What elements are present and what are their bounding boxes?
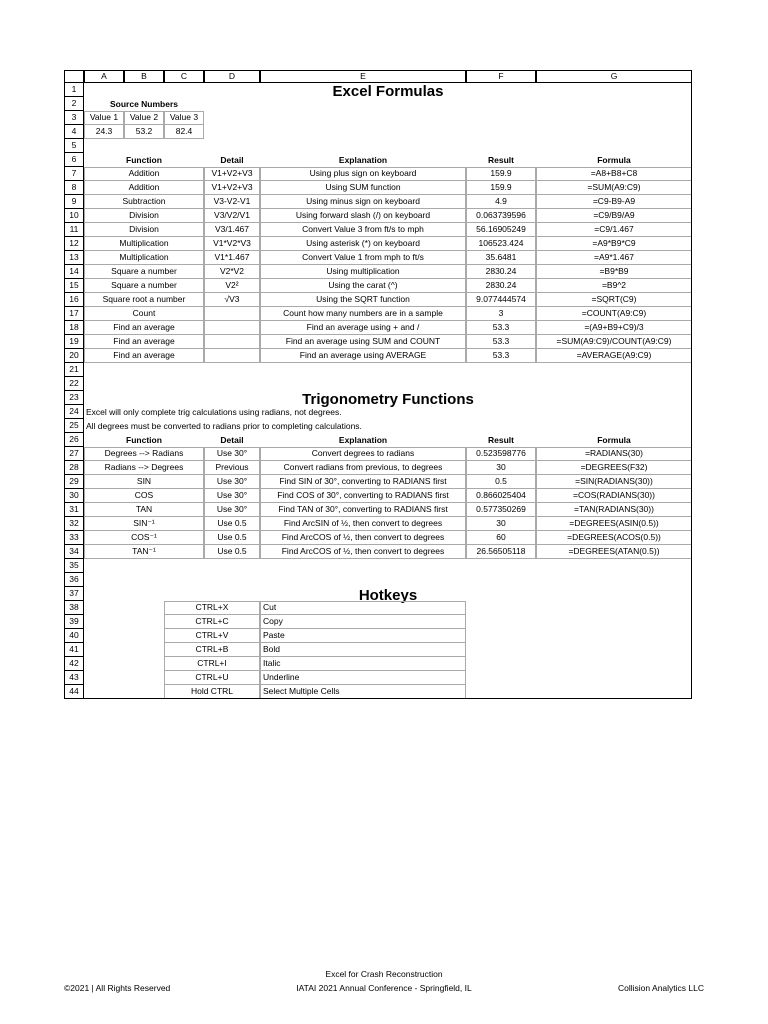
source-header-1[interactable]: Value 1	[84, 111, 124, 125]
formulas-row-6-result[interactable]: 106523.424	[466, 237, 536, 251]
row-header-37[interactable]: 37	[64, 587, 84, 601]
formulas-row-12-result[interactable]: 53.3	[466, 321, 536, 335]
formulas-row-8-function[interactable]: Square a number	[84, 265, 204, 279]
formulas-row-11-function[interactable]: Count	[84, 307, 204, 321]
formulas-row-14-formula[interactable]: =AVERAGE(A9:C9)	[536, 349, 692, 363]
trig-row-5-formula[interactable]: =TAN(RADIANS(30))	[536, 503, 692, 517]
formulas-row-9-explanation[interactable]: Using the carat (^)	[260, 279, 466, 293]
trig-row-2-detail[interactable]: Previous	[204, 461, 260, 475]
formulas-row-13-detail[interactable]	[204, 335, 260, 349]
formulas-row-6-function[interactable]: Multiplication	[84, 237, 204, 251]
row-header-21[interactable]: 21	[64, 363, 84, 377]
row-header-32[interactable]: 32	[64, 517, 84, 531]
row-header-26[interactable]: 26	[64, 433, 84, 447]
formulas-row-13-result[interactable]: 53.3	[466, 335, 536, 349]
column-header-a[interactable]: A	[84, 70, 124, 83]
trig-row-4-detail[interactable]: Use 30°	[204, 489, 260, 503]
row-header-41[interactable]: 41	[64, 643, 84, 657]
trig-row-7-result[interactable]: 60	[466, 531, 536, 545]
footer-conference: IATAI 2021 Annual Conference - Springfield, IL	[296, 983, 472, 993]
trig-row-7-detail[interactable]: Use 0.5	[204, 531, 260, 545]
formulas-header-function[interactable]: Function	[126, 154, 162, 165]
source-header-2[interactable]: Value 2	[124, 111, 164, 125]
formulas-row-11-formula[interactable]: =COUNT(A9:C9)	[536, 307, 692, 321]
formulas-row-4-detail[interactable]: V3/V2/V1	[204, 209, 260, 223]
trig-row-2-result[interactable]: 30	[466, 461, 536, 475]
formulas-row-2-formula[interactable]: =SUM(A9:C9)	[536, 181, 692, 195]
row-header-17[interactable]: 17	[64, 307, 84, 321]
row-header-31[interactable]: 31	[64, 503, 84, 517]
formulas-row-1-detail[interactable]: V1+V2+V3	[204, 167, 260, 181]
select-all-corner[interactable]	[64, 70, 84, 83]
hotkey-2-action[interactable]: Copy	[260, 615, 466, 629]
formulas-row-6-detail[interactable]: V1*V2*V3	[204, 237, 260, 251]
row-header-4[interactable]: 4	[64, 125, 84, 139]
formulas-row-6-explanation[interactable]: Using asterisk (*) on keyboard	[260, 237, 466, 251]
formulas-row-12-explanation[interactable]: Find an average using + and /	[260, 321, 466, 335]
column-header-d[interactable]: D	[204, 70, 260, 83]
formulas-header-explanation[interactable]: Explanation	[338, 154, 388, 165]
trig-note-radians[interactable]: Excel will only complete trig calculations using radians, not degrees.	[86, 406, 342, 417]
source-value-2[interactable]: 53.2	[124, 125, 164, 139]
hotkey-2-shortcut[interactable]: CTRL+C	[164, 615, 260, 629]
formulas-row-1-formula[interactable]: =A8+B8+C8	[536, 167, 692, 181]
row-header-40[interactable]: 40	[64, 629, 84, 643]
trig-row-4-result[interactable]: 0.866025404	[466, 489, 536, 503]
formulas-row-11-explanation[interactable]: Count how many numbers are in a sample	[260, 307, 466, 321]
row-header-35[interactable]: 35	[64, 559, 84, 573]
formulas-row-7-function[interactable]: Multiplication	[84, 251, 204, 265]
hotkey-3-shortcut[interactable]: CTRL+V	[164, 629, 260, 643]
trig-row-7-explanation[interactable]: Find ArcCOS of ½, then convert to degrees	[260, 531, 466, 545]
formulas-row-8-detail[interactable]: V2*V2	[204, 265, 260, 279]
formulas-row-3-result[interactable]: 4.9	[466, 195, 536, 209]
trig-title[interactable]: Trigonometry Functions	[302, 391, 474, 407]
formulas-row-7-detail[interactable]: V1*1.467	[204, 251, 260, 265]
formulas-row-10-function[interactable]: Square root a number	[84, 293, 204, 307]
hotkey-3-action[interactable]: Paste	[260, 629, 466, 643]
formulas-row-2-function[interactable]: Addition	[84, 181, 204, 195]
row-header-43[interactable]: 43	[64, 671, 84, 685]
column-header-g[interactable]: G	[536, 70, 692, 83]
row-header-34[interactable]: 34	[64, 545, 84, 559]
trig-row-5-detail[interactable]: Use 30°	[204, 503, 260, 517]
formulas-row-8-explanation[interactable]: Using multiplication	[260, 265, 466, 279]
row-header-29[interactable]: 29	[64, 475, 84, 489]
row-header-39[interactable]: 39	[64, 615, 84, 629]
formulas-row-1-explanation[interactable]: Using plus sign on keyboard	[260, 167, 466, 181]
source-header-3[interactable]: Value 3	[164, 111, 204, 125]
formulas-row-3-formula[interactable]: =C9-B9-A9	[536, 195, 692, 209]
row-header-22[interactable]: 22	[64, 377, 84, 391]
trig-row-2-function[interactable]: Radians --> Degrees	[84, 461, 204, 475]
trig-row-8-function[interactable]: TAN⁻¹	[84, 545, 204, 559]
trig-row-3-result[interactable]: 0.5	[466, 475, 536, 489]
trig-row-2-formula[interactable]: =DEGREES(F32)	[536, 461, 692, 475]
hotkey-6-action[interactable]: Underline	[260, 671, 466, 685]
row-header-5[interactable]: 5	[64, 139, 84, 153]
formulas-row-8-result[interactable]: 2830.24	[466, 265, 536, 279]
hotkey-5-shortcut[interactable]: CTRL+I	[164, 657, 260, 671]
row-header-20[interactable]: 20	[64, 349, 84, 363]
formulas-row-14-function[interactable]: Find an average	[84, 349, 204, 363]
formulas-row-10-detail[interactable]: √V3	[204, 293, 260, 307]
formulas-row-3-function[interactable]: Subtraction	[84, 195, 204, 209]
formulas-row-12-formula[interactable]: =(A9+B9+C9)/3	[536, 321, 692, 335]
formulas-row-13-explanation[interactable]: Find an average using SUM and COUNT	[260, 335, 466, 349]
column-header-e[interactable]: E	[260, 70, 466, 83]
trig-row-7-formula[interactable]: =DEGREES(ACOS(0.5))	[536, 531, 692, 545]
source-numbers-label[interactable]: Source Numbers	[109, 98, 179, 109]
trig-row-6-function[interactable]: SIN⁻¹	[84, 517, 204, 531]
trig-note-convert[interactable]: All degrees must be converted to radians prior to completing calculations.	[86, 420, 362, 431]
formulas-row-1-function[interactable]: Addition	[84, 167, 204, 181]
formulas-row-5-result[interactable]: 56.16905249	[466, 223, 536, 237]
hotkey-5-action[interactable]: Italic	[260, 657, 466, 671]
formulas-row-10-result[interactable]: 9.077444574	[466, 293, 536, 307]
formulas-row-5-explanation[interactable]: Convert Value 3 from ft/s to mph	[260, 223, 466, 237]
formulas-header-detail[interactable]: Detail	[220, 154, 244, 165]
formulas-header-result[interactable]: Result	[488, 154, 514, 165]
formulas-row-11-result[interactable]: 3	[466, 307, 536, 321]
row-header-42[interactable]: 42	[64, 657, 84, 671]
formulas-row-14-explanation[interactable]: Find an average using AVERAGE	[260, 349, 466, 363]
trig-row-3-formula[interactable]: =SIN(RADIANS(30))	[536, 475, 692, 489]
trig-row-5-function[interactable]: TAN	[84, 503, 204, 517]
trig-header-result[interactable]: Result	[488, 434, 514, 445]
row-header-14[interactable]: 14	[64, 265, 84, 279]
hotkey-1-action[interactable]: Cut	[260, 601, 466, 615]
trig-row-1-function[interactable]: Degrees --> Radians	[84, 447, 204, 461]
trig-row-6-formula[interactable]: =DEGREES(ASIN(0.5))	[536, 517, 692, 531]
formulas-row-5-function[interactable]: Division	[84, 223, 204, 237]
trig-row-3-detail[interactable]: Use 30°	[204, 475, 260, 489]
trig-row-3-explanation[interactable]: Find SIN of 30°, converting to RADIANS first	[260, 475, 466, 489]
formulas-row-6-formula[interactable]: =A9*B9*C9	[536, 237, 692, 251]
trig-row-8-result[interactable]: 26.56505118	[466, 545, 536, 559]
trig-row-8-explanation[interactable]: Find ArcCOS of ½, then convert to degrees	[260, 545, 466, 559]
formulas-row-13-function[interactable]: Find an average	[84, 335, 204, 349]
row-header-15[interactable]: 15	[64, 279, 84, 293]
row-header-6[interactable]: 6	[64, 153, 84, 167]
formulas-row-12-function[interactable]: Find an average	[84, 321, 204, 335]
trig-row-7-function[interactable]: COS⁻¹	[84, 531, 204, 545]
trig-row-4-formula[interactable]: =COS(RADIANS(30))	[536, 489, 692, 503]
column-header-b[interactable]: B	[124, 70, 164, 83]
trig-row-6-detail[interactable]: Use 0.5	[204, 517, 260, 531]
row-header-10[interactable]: 10	[64, 209, 84, 223]
trig-row-6-explanation[interactable]: Find ArcSIN of ½, then convert to degrees	[260, 517, 466, 531]
trig-row-6-result[interactable]: 30	[466, 517, 536, 531]
row-header-7[interactable]: 7	[64, 167, 84, 181]
formulas-row-9-detail[interactable]: V2²	[204, 279, 260, 293]
trig-row-1-detail[interactable]: Use 30°	[204, 447, 260, 461]
trig-header-function[interactable]: Function	[126, 434, 162, 445]
column-header-c[interactable]: C	[164, 70, 204, 83]
source-value-3[interactable]: 82.4	[164, 125, 204, 139]
trig-row-4-function[interactable]: COS	[84, 489, 204, 503]
formulas-row-3-detail[interactable]: V3-V2-V1	[204, 195, 260, 209]
formulas-row-9-formula[interactable]: =B9^2	[536, 279, 692, 293]
row-header-13[interactable]: 13	[64, 251, 84, 265]
formulas-row-2-detail[interactable]: V1+V2+V3	[204, 181, 260, 195]
hotkey-7-action[interactable]: Select Multiple Cells	[260, 685, 466, 699]
formulas-row-8-formula[interactable]: =B9*B9	[536, 265, 692, 279]
formulas-row-14-detail[interactable]	[204, 349, 260, 363]
formulas-row-3-explanation[interactable]: Using minus sign on keyboard	[260, 195, 466, 209]
source-value-1[interactable]: 24.3	[84, 125, 124, 139]
formulas-header-formula[interactable]: Formula	[597, 154, 631, 165]
row-header-18[interactable]: 18	[64, 321, 84, 335]
row-header-33[interactable]: 33	[64, 531, 84, 545]
row-header-12[interactable]: 12	[64, 237, 84, 251]
trig-row-1-formula[interactable]: =RADIANS(30)	[536, 447, 692, 461]
row-header-28[interactable]: 28	[64, 461, 84, 475]
formulas-row-7-result[interactable]: 35.6481	[466, 251, 536, 265]
page-title[interactable]: Excel Formulas	[332, 83, 444, 99]
formulas-row-4-explanation[interactable]: Using forward slash (/) on keyboard	[260, 209, 466, 223]
row-header-9[interactable]: 9	[64, 195, 84, 209]
formulas-row-11-detail[interactable]	[204, 307, 260, 321]
footer-company: Collision Analytics LLC	[618, 983, 704, 993]
trig-row-1-explanation[interactable]: Convert degrees to radians	[260, 447, 466, 461]
formulas-row-9-function[interactable]: Square a number	[84, 279, 204, 293]
trig-row-5-explanation[interactable]: Find TAN of 30°, converting to RADIANS first	[260, 503, 466, 517]
formulas-row-2-result[interactable]: 159.9	[466, 181, 536, 195]
row-header-8[interactable]: 8	[64, 181, 84, 195]
hotkey-1-shortcut[interactable]: CTRL+X	[164, 601, 260, 615]
trig-row-5-result[interactable]: 0.577350269	[466, 503, 536, 517]
column-header-f[interactable]: F	[466, 70, 536, 83]
formulas-row-4-result[interactable]: 0.063739596	[466, 209, 536, 223]
trig-row-8-formula[interactable]: =DEGREES(ATAN(0.5))	[536, 545, 692, 559]
formulas-row-4-function[interactable]: Division	[84, 209, 204, 223]
row-header-23[interactable]: 23	[64, 391, 84, 405]
row-header-44[interactable]: 44	[64, 685, 84, 699]
formulas-row-2-explanation[interactable]: Using SUM function	[260, 181, 466, 195]
hotkey-4-shortcut[interactable]: CTRL+B	[164, 643, 260, 657]
trig-row-8-detail[interactable]: Use 0.5	[204, 545, 260, 559]
formulas-row-4-formula[interactable]: =C9/B9/A9	[536, 209, 692, 223]
trig-row-3-function[interactable]: SIN	[84, 475, 204, 489]
formulas-row-9-result[interactable]: 2830.24	[466, 279, 536, 293]
hotkey-7-shortcut[interactable]: Hold CTRL	[164, 685, 260, 699]
formulas-row-7-explanation[interactable]: Convert Value 1 from mph to ft/s	[260, 251, 466, 265]
formulas-row-10-explanation[interactable]: Using the SQRT function	[260, 293, 466, 307]
formulas-row-12-detail[interactable]	[204, 321, 260, 335]
row-header-3[interactable]: 3	[64, 111, 84, 125]
trig-row-2-explanation[interactable]: Convert radians from previous, to degrees	[260, 461, 466, 475]
row-header-2[interactable]: 2	[64, 97, 84, 111]
row-header-24[interactable]: 24	[64, 405, 84, 419]
row-header-30[interactable]: 30	[64, 489, 84, 503]
formulas-row-5-detail[interactable]: V3/1.467	[204, 223, 260, 237]
row-header-27[interactable]: 27	[64, 447, 84, 461]
trig-row-4-explanation[interactable]: Find COS of 30°, converting to RADIANS first	[260, 489, 466, 503]
hotkey-4-action[interactable]: Bold	[260, 643, 466, 657]
footer-copyright: ©2021 | All Rights Reserved	[64, 983, 171, 993]
formulas-row-14-result[interactable]: 53.3	[466, 349, 536, 363]
formulas-row-5-formula[interactable]: =C9/1.467	[536, 223, 692, 237]
trig-header-detail[interactable]: Detail	[220, 434, 244, 445]
row-header-25[interactable]: 25	[64, 419, 84, 433]
trig-header-explanation[interactable]: Explanation	[338, 434, 388, 445]
trig-header-formula[interactable]: Formula	[597, 434, 631, 445]
trig-row-1-result[interactable]: 0.523598776	[466, 447, 536, 461]
hotkeys-title[interactable]: Hotkeys	[358, 587, 418, 603]
row-header-11[interactable]: 11	[64, 223, 84, 237]
hotkey-6-shortcut[interactable]: CTRL+U	[164, 671, 260, 685]
row-header-36[interactable]: 36	[64, 573, 84, 587]
row-header-1[interactable]: 1	[64, 83, 84, 97]
formulas-row-7-formula[interactable]: =A9*1.467	[536, 251, 692, 265]
row-header-16[interactable]: 16	[64, 293, 84, 307]
row-header-38[interactable]: 38	[64, 601, 84, 615]
footer-course-title: Excel for Crash Reconstruction	[325, 969, 443, 979]
formulas-row-10-formula[interactable]: =SQRT(C9)	[536, 293, 692, 307]
formulas-row-13-formula[interactable]: =SUM(A9:C9)/COUNT(A9:C9)	[536, 335, 692, 349]
formulas-row-1-result[interactable]: 159.9	[466, 167, 536, 181]
row-header-19[interactable]: 19	[64, 335, 84, 349]
